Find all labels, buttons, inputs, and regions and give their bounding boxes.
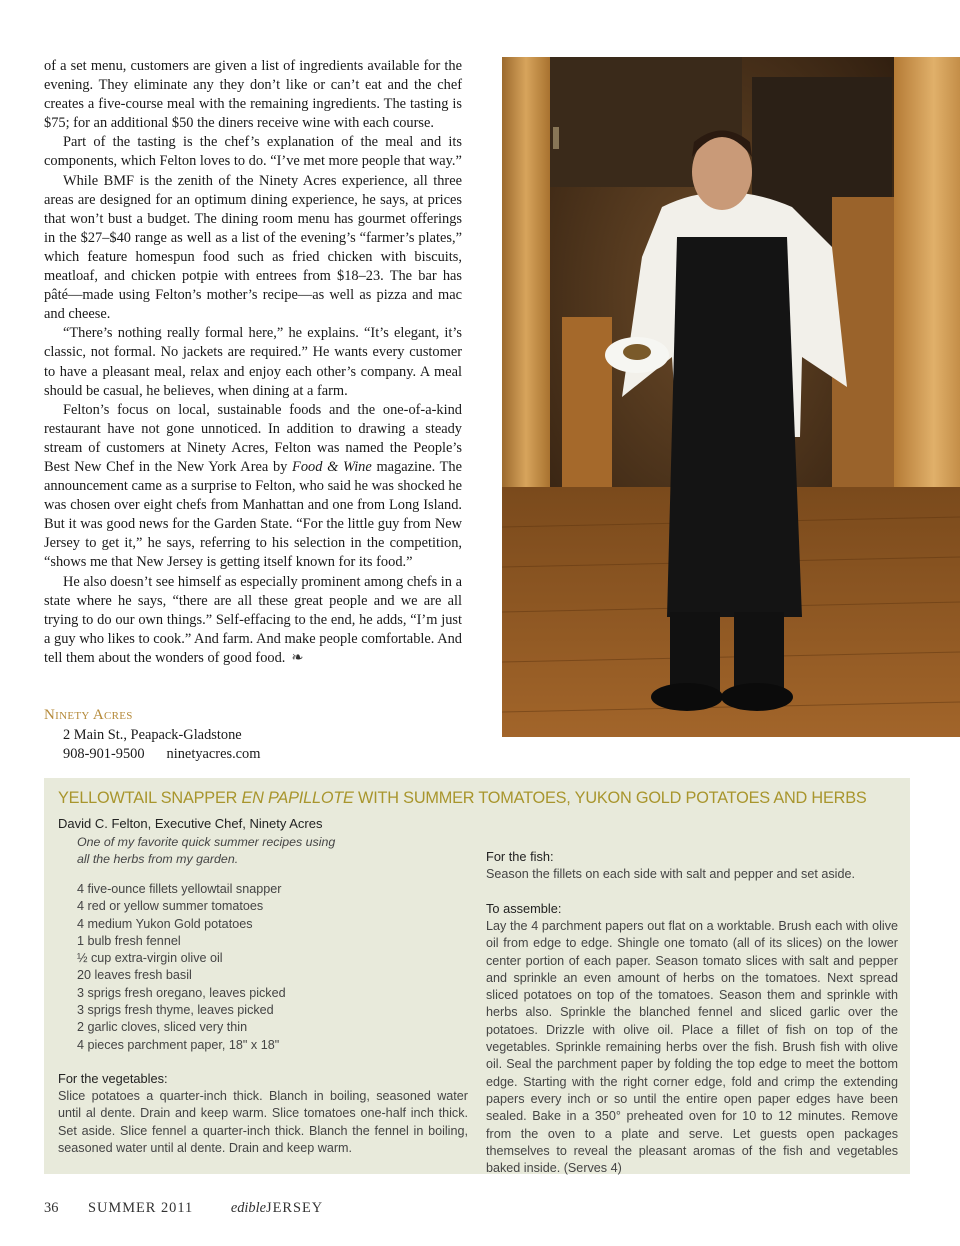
venue-contact <box>44 745 260 765</box>
assemble-instructions: Lay the 4 parchment papers out flat on a worktable. Brush each with olive oil from edge to edge. Shingle one tomato (all of its slices) on the lower center portion of each paper. Season tomato slices with salt and pepper and sprinkle an even amount of herbs on the tomatoes. Next spread sliced potatoes on top of the tomatoes. Season them and sprinkle with herbs also. Sprinkle the blanched fennel and sliced garlic over the potatoes. Drizzle with olive oil. Place a fillet of fish on top of the vegetables. Sprinkle remaining herbs over the fish. Brush fish with olive oil. Seal the parchment paper by folding the top edge to meet the bottom edge. Starting with the right corner edge, fold and crimp the extending papers every inch or so until the entire open paper edges have been sealed. Bake in a 350° preheated oven for 10 to 12 minutes. Remove from the oven to a plate and serve. Let guests open packages themselves to reveal the pleasant aromas of the fish and vegetables baked inside. (Serves 4) <box>486 919 898 1176</box>
recipe-title-italic: EN PAPILLOTE <box>241 789 354 807</box>
venue-info <box>44 706 260 765</box>
ingredient-item: 3 sprigs fresh oregano, leaves picked <box>77 985 286 1000</box>
vegetables-instructions: Slice potatoes a quarter-inch thick. Blanch in boiling, seasoned water until al dente. Drain and keep warm. Slice tomatoes one-half inch thick. Set aside. Slice fennel a quarter-inch thick. Blanch the fennel in boiling, seasoned water until al dente. Drain and keep warm. <box>58 1089 468 1155</box>
chef-photo <box>502 57 960 737</box>
article-paragraph <box>44 401 462 573</box>
article-text: He also doesn’t see himself as especially prominent among chefs in a state where he says, “there are all these great people and we are all trying to do our own things.” Self-effacing to the end, he adds, “I’m just a guy who likes to cook.” And farm. And make people comfortable. And tell them about the wonders of good food. <box>44 573 462 666</box>
ingredient-item: 4 medium Yukon Gold potatoes <box>77 916 253 931</box>
ingredient-item: 4 pieces parchment paper, 18" x 18" <box>77 1037 280 1052</box>
ingredient-item: 2 garlic cloves, sliced very thin <box>77 1020 248 1035</box>
venue-website: ninetyacres.com <box>166 746 261 762</box>
magazine-name-italic: edible <box>230 1200 267 1216</box>
venue-address: 2 Main St., Peapack-Gladstone <box>63 726 242 743</box>
fish-heading: For the fish: <box>486 849 554 864</box>
article-paragraph: of a set menu, customers are given a list of ingredients available for the evening. They eliminate any they don’t like or can’t eat and the chef creates a five-course meal with the remaining ingredients. The tasting is $75; for an additional $50 the diners receive wine with each course. <box>44 58 462 132</box>
recipe-title <box>58 789 867 808</box>
article-paragraph <box>44 573 462 668</box>
article-paragraph: Part of the tasting is the chef’s explanation of the meal and its components, which Felton loves to do. “I’ve met more people that way.” <box>44 134 462 170</box>
page-number: 36 <box>44 1200 59 1216</box>
vegetables-heading: For the vegetables: <box>58 1071 168 1086</box>
article-paragraph: While BMF is the zenith of the Ninety Acres experience, all three areas are designed for an optimum dining experience, he says, at prices that won’t bust a budget. The dining room menu has gourmet offerings in the $27–$40 range as well as a list of the evening’s “farmer’s plates,” which feature homespun food such as fried chicken with biscuits, meatloaf, and chicken potpie with entrees from $18–23. The bar has pâté—made using Felton’s mother’s recipe—as well as pizza and mac and cheese. <box>44 172 462 323</box>
recipe-box <box>44 778 910 1174</box>
recipe-title-text: WITH SUMMER TOMATOES, YUKON GOLD POTATOES AND HERBS <box>353 789 867 807</box>
ingredient-list <box>77 881 286 1054</box>
article-body <box>44 57 462 668</box>
article-text: Felton’s focus on local, sustainable foods and the one-of-a-kind restaurant have not gone unnoticed. In addition to drawing a steady stream of customers at Ninety Acres, Felton was named the People’s Best New Chef in the New York Area by <box>44 401 462 475</box>
article-text: magazine. The announcement came as a surprise to Felton, who said he was shocked he was chosen over eight chefs from Manhattan and one from Long Island. But it was good news for the Garden State. “For the little guy from New Jersey to get it,” he says, referring to his selection in the competition, “shows me that New Jersey is getting itself known for its food.” <box>44 458 463 571</box>
fish-instructions: Season the fillets on each side with salt and pepper and set aside. <box>486 867 855 881</box>
end-mark-icon: ❧ <box>291 649 304 666</box>
recipe-intro-line: all the herbs from my garden. <box>77 852 239 866</box>
recipe-intro-line: One of my favorite quick summer recipes using <box>77 835 336 849</box>
recipe-byline: David C. Felton, Executive Chef, Ninety Acres <box>58 816 323 831</box>
issue-label: SUMMER 2011 <box>88 1200 194 1216</box>
recipe-title-text: YELLOWTAIL SNAPPER <box>58 789 242 807</box>
venue-name: Ninety Acres <box>44 707 133 723</box>
magazine-name-caps: JERSEY <box>266 1200 324 1216</box>
ingredient-item: 1 bulb fresh fennel <box>77 933 181 948</box>
ingredient-item: 4 red or yellow summer tomatoes <box>77 899 264 914</box>
ingredient-item: 3 sprigs fresh thyme, leaves picked <box>77 1003 274 1018</box>
page-footer <box>44 1200 323 1217</box>
recipe-intro <box>77 834 367 868</box>
magazine-title: Food & Wine <box>292 458 372 475</box>
assemble-heading: To assemble: <box>486 901 562 916</box>
ingredient-item: ½ cup extra-virgin olive oil <box>77 951 223 966</box>
ingredient-item: 20 leaves fresh basil <box>77 968 192 983</box>
article-paragraph: “There’s nothing really formal here,” he explains. “It’s elegant, it’s classic, not formal. No jackets are required.” He wants every customer to have a pleasant meal, relax and enjoy each other’s company. A meal should be casual, he believes, when dining at a farm. <box>44 325 462 399</box>
magazine-name <box>231 1200 323 1216</box>
venue-phone: 908-901-9500 <box>63 746 145 762</box>
ingredient-item: 4 five-ounce fillets yellowtail snapper <box>77 882 282 896</box>
